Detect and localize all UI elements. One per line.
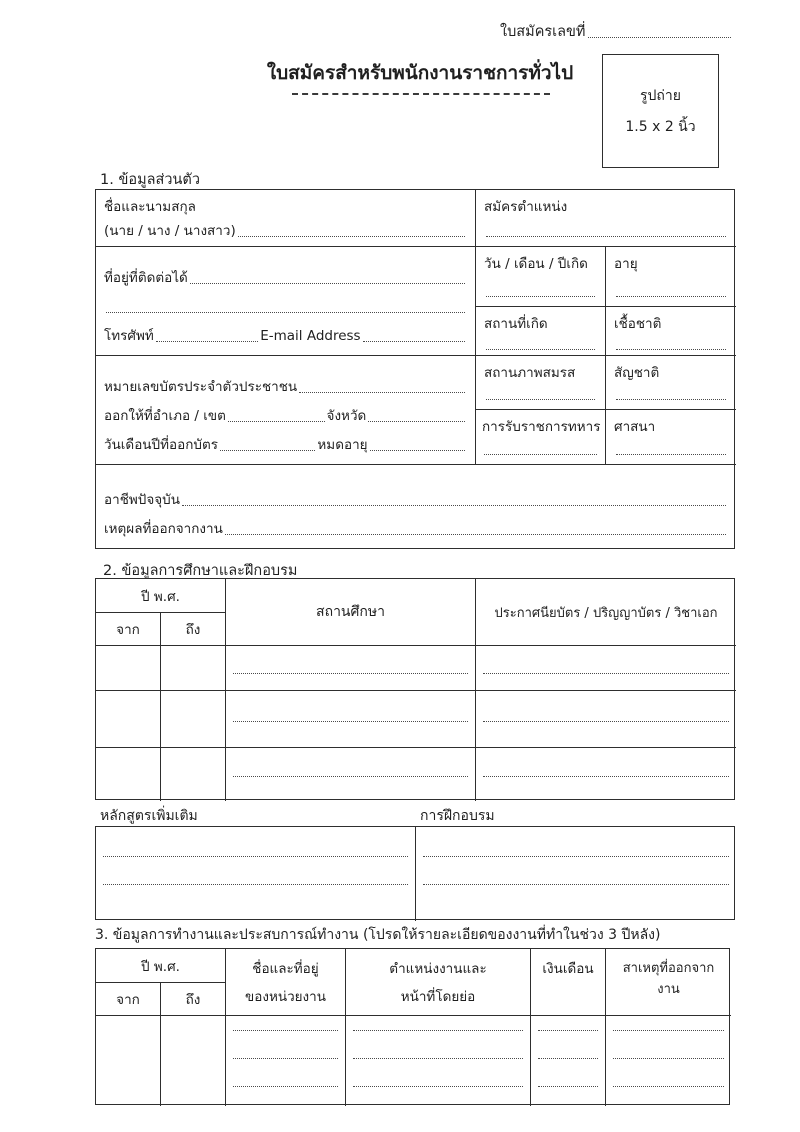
work-reason-fill-line-2 bbox=[613, 1058, 724, 1059]
name-fill-line bbox=[238, 236, 465, 237]
work-experience-table bbox=[95, 948, 730, 1105]
age-field-cell bbox=[606, 247, 736, 307]
work-col-to: ถึง bbox=[161, 983, 226, 1016]
name-label: ชื่อและนามสกุล bbox=[104, 199, 196, 215]
work-col-salary: เงินเดือน bbox=[531, 949, 606, 1016]
education-row1-fill-line bbox=[233, 673, 468, 674]
work-employer-fill-line-2 bbox=[233, 1058, 338, 1059]
work-col-employer-line1: ชื่อและที่อยู่ bbox=[252, 961, 319, 977]
education-row3-fill-line-2 bbox=[483, 776, 729, 777]
work-row-salary-cell bbox=[531, 1016, 606, 1106]
phone-label: โทรศัพท์ bbox=[104, 328, 154, 344]
education-row2-certificate-cell bbox=[476, 691, 736, 748]
work-position-fill-line-2 bbox=[353, 1058, 523, 1059]
education-row2-institution-cell bbox=[226, 691, 476, 748]
additional-course-fill-line-1 bbox=[103, 856, 408, 857]
work-salary-fill-line-3 bbox=[538, 1086, 598, 1087]
application-number-label: ใบสมัครเลขที่ bbox=[500, 24, 586, 40]
training-cell bbox=[416, 827, 736, 921]
education-row1-certificate-cell bbox=[476, 646, 736, 691]
marital-field-cell bbox=[476, 356, 606, 410]
address-fill-line-1 bbox=[190, 283, 465, 284]
nationality-field-cell bbox=[606, 356, 736, 410]
marital-fill-line bbox=[486, 399, 595, 400]
education-row3-to-cell bbox=[161, 748, 226, 801]
education-row3-institution-cell bbox=[226, 748, 476, 801]
work-salary-fill-line-1 bbox=[538, 1030, 598, 1031]
training-fill-line-1 bbox=[423, 856, 729, 857]
work-col-employer-line2: ของหน่วยงาน bbox=[245, 989, 326, 1005]
application-number-line bbox=[500, 22, 733, 42]
work-row-employer-cell bbox=[226, 1016, 346, 1106]
education-col-institution: สถานศึกษา bbox=[226, 579, 476, 646]
section2-heading: 2. ข้อมูลการศึกษาและฝึกอบรม bbox=[103, 563, 298, 579]
province-label: จังหวัด bbox=[326, 408, 367, 424]
birthplace-label: สถานที่เกิด bbox=[484, 316, 548, 332]
work-col-from: จาก bbox=[96, 983, 161, 1016]
phone-fill-line bbox=[156, 341, 258, 342]
occupation-field-cell bbox=[96, 465, 736, 550]
resign-reason-fill-line bbox=[225, 534, 726, 535]
id-card-label: หมายเลขบัตรประจำตัวประชาชน bbox=[104, 379, 298, 395]
education-col-certificate: ประกาศนียบัตร / ปริญญาบัตร / วิชาเอก bbox=[476, 579, 736, 646]
education-row3-certificate-cell bbox=[476, 748, 736, 801]
name-field-cell bbox=[96, 190, 476, 247]
age-fill-line bbox=[616, 296, 726, 297]
form-title: ใบสมัครสำหรับพนักงานราชการทั่วไป bbox=[266, 62, 574, 84]
education-table bbox=[95, 578, 735, 800]
work-salary-fill-line-2 bbox=[538, 1058, 598, 1059]
section1-table bbox=[95, 189, 735, 549]
education-row1-from-cell bbox=[96, 646, 161, 691]
religion-label: ศาสนา bbox=[614, 419, 656, 435]
work-col-reason: สาเหตุที่ออกจากงาน bbox=[606, 949, 731, 1016]
work-row-from-cell bbox=[96, 1016, 161, 1106]
application-number-fill-line bbox=[588, 37, 732, 38]
military-label: การรับราชการทหาร bbox=[482, 419, 601, 435]
education-row2-fill-line bbox=[233, 721, 468, 722]
education-row3-from-cell bbox=[96, 748, 161, 801]
province-fill-line bbox=[368, 421, 465, 422]
work-row-position-cell bbox=[346, 1016, 531, 1106]
marital-label: สถานภาพสมรส bbox=[484, 365, 576, 381]
additional-course-label: หลักสูตรเพิ่มเติม bbox=[100, 808, 198, 824]
nationality-fill-line bbox=[616, 399, 726, 400]
issued-district-fill-line bbox=[228, 421, 325, 422]
nationality-label: สัญชาติ bbox=[614, 365, 660, 381]
work-row-reason-cell bbox=[606, 1016, 731, 1106]
work-position-fill-line-3 bbox=[353, 1086, 523, 1087]
race-fill-line bbox=[616, 349, 726, 350]
education-row2-from-cell bbox=[96, 691, 161, 748]
title-underline bbox=[292, 93, 550, 95]
dob-field-cell bbox=[476, 247, 606, 307]
occupation-fill-line bbox=[182, 505, 726, 506]
additional-course-fill-line-2 bbox=[103, 884, 408, 885]
education-row2-to-cell bbox=[161, 691, 226, 748]
resign-reason-label: เหตุผลที่ออกจากงาน bbox=[104, 521, 223, 537]
email-fill-line bbox=[363, 341, 465, 342]
work-reason-fill-line-3 bbox=[613, 1086, 724, 1087]
education-col-to: ถึง bbox=[161, 613, 226, 646]
id-card-fill-line bbox=[299, 392, 465, 393]
birthplace-fill-line bbox=[486, 349, 595, 350]
education-row3-fill-line bbox=[233, 776, 468, 777]
photo-size-label: 1.5 x 2 นิ้ว bbox=[625, 118, 696, 135]
education-col-year: ปี พ.ศ. bbox=[96, 579, 226, 613]
race-label: เชื้อชาติ bbox=[614, 316, 662, 332]
position-label: สมัครตำแหน่ง bbox=[484, 199, 568, 215]
work-position-fill-line-1 bbox=[353, 1030, 523, 1031]
issue-date-fill-line bbox=[220, 450, 315, 451]
work-col-year: ปี พ.ศ. bbox=[96, 949, 226, 983]
work-col-position bbox=[346, 949, 531, 1016]
occupation-label: อาชีพปัจจุบัน bbox=[104, 492, 180, 508]
work-col-employer bbox=[226, 949, 346, 1016]
education-row1-fill-line-2 bbox=[483, 673, 729, 674]
military-fill-line bbox=[484, 454, 597, 455]
religion-field-cell bbox=[606, 410, 736, 465]
religion-fill-line bbox=[616, 454, 726, 455]
work-col-position-line2: หน้าที่โดยย่อ bbox=[400, 989, 476, 1005]
race-field-cell bbox=[606, 307, 736, 356]
position-fill-line bbox=[486, 236, 726, 237]
work-employer-fill-line-1 bbox=[233, 1030, 338, 1031]
military-field-cell bbox=[476, 410, 606, 465]
training-fill-line-2 bbox=[423, 884, 729, 885]
name-prefix-label: (นาย / นาง / นางสาว) bbox=[104, 223, 236, 239]
training-box bbox=[95, 826, 735, 920]
dob-fill-line bbox=[486, 296, 595, 297]
education-row2-fill-line-2 bbox=[483, 721, 729, 722]
issue-date-label: วันเดือนปีที่ออกบัตร bbox=[104, 437, 218, 453]
address-label: ที่อยู่ที่ติดต่อได้ bbox=[104, 270, 188, 286]
work-row-to-cell bbox=[161, 1016, 226, 1106]
training-label: การฝึกอบรม bbox=[420, 808, 495, 824]
position-field-cell bbox=[476, 190, 736, 247]
section1-heading: 1. ข้อมูลส่วนตัว bbox=[100, 172, 200, 188]
photo-box-label: รูปถ่าย bbox=[640, 87, 681, 104]
address-field-cell bbox=[96, 247, 476, 356]
work-employer-fill-line-3 bbox=[233, 1086, 338, 1087]
work-reason-fill-line-1 bbox=[613, 1030, 724, 1031]
email-label: E-mail Address bbox=[260, 328, 361, 344]
id-card-field-cell bbox=[96, 356, 476, 465]
section3-heading: 3. ข้อมูลการทำงานและประสบการณ์ทำงาน (โปรดให้รายละเอียดของงานที่ทำในช่วง 3 ปีหลัง) bbox=[95, 927, 661, 943]
education-row1-institution-cell bbox=[226, 646, 476, 691]
dob-label: วัน / เดือน / ปีเกิด bbox=[484, 256, 588, 272]
work-col-position-line1: ตำแหน่งงานและ bbox=[389, 961, 487, 977]
issued-district-label: ออกให้ที่อำเภอ / เขต bbox=[104, 408, 226, 424]
birthplace-field-cell bbox=[476, 307, 606, 356]
education-row1-to-cell bbox=[161, 646, 226, 691]
expiry-label: หมดอายุ bbox=[317, 437, 368, 453]
expiry-fill-line bbox=[370, 450, 465, 451]
address-fill-line-2 bbox=[106, 312, 465, 313]
education-col-from: จาก bbox=[96, 613, 161, 646]
additional-course-cell bbox=[96, 827, 416, 921]
photo-box bbox=[602, 54, 719, 168]
age-label: อายุ bbox=[614, 256, 638, 272]
